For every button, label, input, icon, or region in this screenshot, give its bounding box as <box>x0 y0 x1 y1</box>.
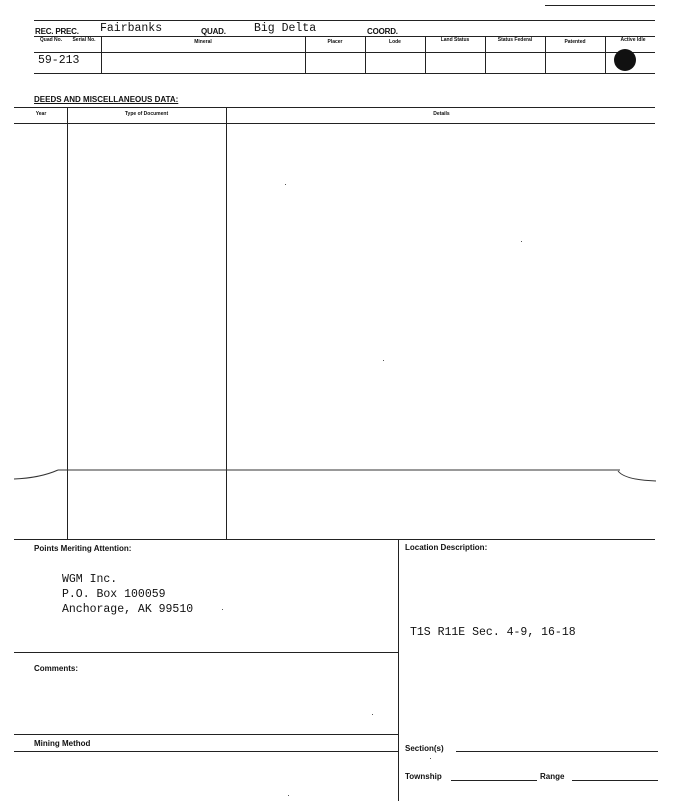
rec-prec-label: REC. PREC. <box>35 27 79 36</box>
speck <box>288 795 289 796</box>
col-placer: Placer <box>327 39 343 45</box>
deeds-head-rule <box>14 123 655 124</box>
speck <box>383 360 384 361</box>
township-field-line[interactable] <box>451 780 537 781</box>
col-patented: Patented <box>564 39 586 45</box>
record-number: 59-213 <box>38 54 80 67</box>
col-status-federal: Status Federal <box>497 37 533 43</box>
col-active-idle: Active Idle <box>620 37 646 43</box>
speck <box>372 714 373 715</box>
points-label: Points Meriting Attention: <box>34 544 132 553</box>
col-serial-no: Serial No. <box>72 37 96 43</box>
col-quad-no: Quad No. <box>39 37 63 43</box>
address-line-2: P.O. Box 100059 <box>62 588 166 601</box>
mining-rule <box>14 734 398 735</box>
speck <box>521 241 522 242</box>
mining-under-rule <box>14 751 398 752</box>
address-line-1: WGM Inc. <box>62 573 118 586</box>
header-rule-2 <box>34 36 655 37</box>
location-value: T1S R11E Sec. 4-9, 16-18 <box>410 626 576 639</box>
hdr-vdiv <box>485 36 486 73</box>
rec-prec-value: Fairbanks <box>100 22 163 35</box>
hdr-vdiv <box>365 36 366 73</box>
header-rule-3 <box>34 52 655 53</box>
range-label: Range <box>540 772 565 781</box>
col-mineral: Mineral <box>194 39 212 45</box>
location-label: Location Description: <box>405 543 488 552</box>
section-field-line[interactable] <box>456 751 658 752</box>
township-label: Township <box>405 772 442 781</box>
comments-label: Comments: <box>34 664 79 673</box>
hdr-vdiv <box>305 36 306 73</box>
deeds-bottom-rule <box>14 539 655 540</box>
deeds-col-year: Year <box>35 111 47 117</box>
coord-label: COORD. <box>367 27 398 36</box>
hdr-vdiv <box>101 36 102 73</box>
deeds-top-rule <box>14 107 655 108</box>
deeds-col-type: Type of Document <box>124 111 169 117</box>
hdr-vdiv <box>425 36 426 73</box>
speck <box>430 758 431 759</box>
quad-value: Big Delta <box>254 22 317 35</box>
active-status-dot <box>614 49 636 71</box>
mining-method-label: Mining Method <box>34 739 91 748</box>
section-label: Section(s) <box>405 744 444 753</box>
top-right-rule <box>545 5 655 6</box>
speck <box>285 184 286 185</box>
range-field-line[interactable] <box>572 780 658 781</box>
fold-line <box>0 460 678 490</box>
quad-label: QUAD. <box>201 27 226 36</box>
hdr-vdiv <box>545 36 546 73</box>
deeds-col-details: Details <box>433 111 450 117</box>
col-land-status: Land Status <box>440 37 470 43</box>
deeds-title: DEEDS AND MISCELLANEOUS DATA: <box>34 95 179 104</box>
lower-vdiv <box>398 539 399 801</box>
header-bottom-rule <box>34 73 655 74</box>
address-line-3: Anchorage, AK 99510 <box>62 603 194 616</box>
speck <box>222 609 223 610</box>
hdr-vdiv <box>605 36 606 73</box>
col-lode: Lode <box>389 39 401 45</box>
header-top-rule <box>34 20 655 21</box>
comments-rule <box>14 652 398 653</box>
